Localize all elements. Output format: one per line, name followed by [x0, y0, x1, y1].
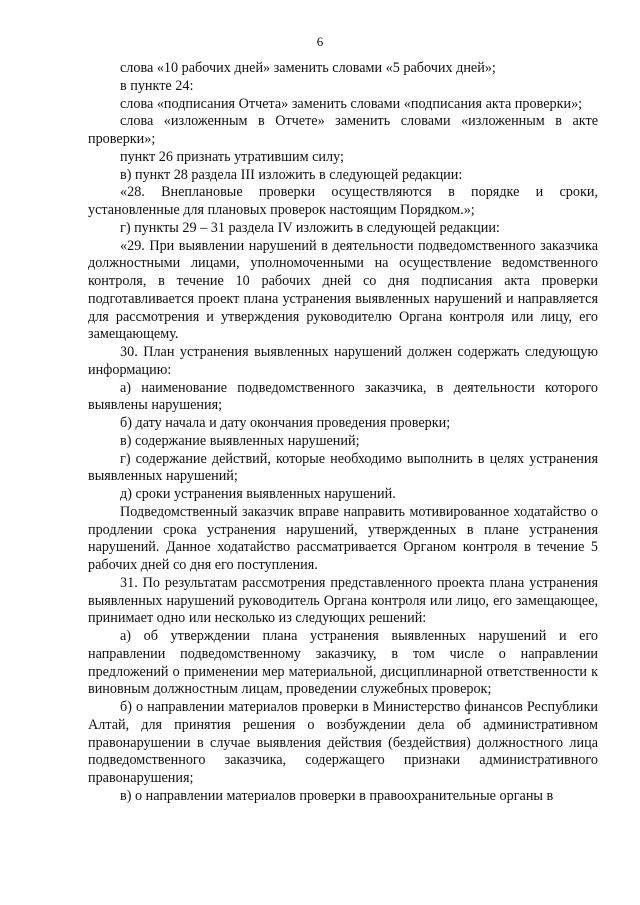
- paragraph-clause-31: 31. По результатам рассмотрения представленного проекта плана устранения выявленных нарушений руководитель Органа контроля или лицо, его замещающее, принимает одно или несколько из следующих решений:: [88, 574, 598, 627]
- paragraph-point-24: в пункте 24:: [120, 77, 194, 94]
- paragraph-item-g: г) содержание действий, которые необходимо выполнить в целях устранения выявленных нарушений;: [88, 450, 598, 485]
- document-body: [88, 60, 598, 806]
- page-number: 6: [316, 34, 324, 49]
- paragraph-item-v: в) содержание выявленных нарушений;: [120, 432, 360, 449]
- paragraph-decision-v: в) о направлении материалов проверки в правоохранительные органы в: [120, 787, 554, 804]
- paragraph-item-d: д) сроки устранения выявленных нарушений.: [120, 486, 396, 502]
- paragraph-points-29-31-amend: г) пункты 29 – 31 раздела IV изложить в следующей редакции:: [120, 219, 500, 236]
- paragraph-point-28-amend: в) пункт 28 раздела III изложить в следующей редакции:: [120, 166, 463, 183]
- paragraph-decision-a: а) об утверждении плана устранения выявленных нарушений и его направлении подведомственному заказчику, в том числе о направлении предложений о применении мер материальной, дисциплинарной ответственности к виновным должностным лицам, проведении служебных проверок;: [88, 628, 598, 698]
- paragraph-clause-29: «29. При выявлении нарушений в деятельности подведомственного заказчика должностными лицами, уполномоченными на осуществление ведомственного контроля, в течение 10 рабочих дней со дня подписания акта проверки подготавливается проект плана устранения выявленных нарушений и направляется для рассмотрения и утверждения руководителю Органа контроля или лицу, его замещающему.: [88, 237, 598, 343]
- paragraph-replace-working-days: слова «10 рабочих дней» заменить словами «5 рабочих дней»;: [120, 60, 496, 76]
- paragraph-clause-28: «28. Внеплановые проверки осуществляются в порядке и сроки, установленные для плановых проверок настоящим Порядком.»;: [88, 184, 598, 218]
- paragraph-extension-request: Подведомственный заказчик вправе направить мотивированное ходатайство о продлении срока устранения нарушений, утвержденных в плане устранения нарушений. Данное ходатайство рассматривается Органом контроля в течение 5 рабочих дней со дня его поступления.: [88, 503, 598, 573]
- paragraph-clause-30: 30. План устранения выявленных нарушений должен содержать следующую информацию:: [88, 344, 598, 378]
- paragraph-replace-report-signing: слова «подписания Отчета» заменить словами «подписания акта проверки»;: [120, 95, 583, 112]
- paragraph-point-26-void: пункт 26 признать утратившим силу;: [120, 148, 344, 165]
- paragraph-item-a: а) наименование подведомственного заказчика, в деятельности которого выявлены нарушения;: [88, 379, 598, 414]
- paragraph-replace-report-stated: слова «изложенным в Отчете» заменить словами «изложенным в акте проверки»;: [88, 113, 598, 147]
- paragraph-decision-b: б) о направлении материалов проверки в Министерство финансов Республики Алтай, для принятия решения о возбуждении дела об административном правонарушении в случае выявления действия (бездействия) должностного лица подведомственного заказчика, содержащего признаки административного правонарушения;: [88, 699, 598, 786]
- paragraph-item-b: б) дату начала и дату окончания проведения проверки;: [120, 415, 451, 431]
